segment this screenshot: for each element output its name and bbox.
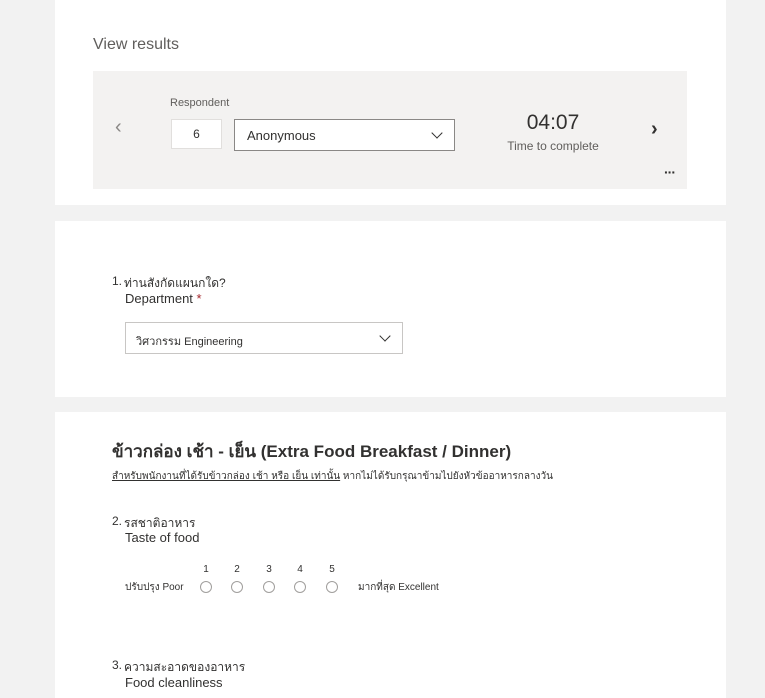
department-selected-value: วิศวกรรม Engineering — [136, 336, 243, 348]
rating-number-2: 2 — [234, 564, 240, 575]
question-1-text-thai: ท่านสังกัดแผนกใด? — [124, 276, 226, 290]
extra-food-section-card — [55, 412, 726, 698]
rating-radio-5[interactable] — [326, 581, 338, 593]
rating-radio-2[interactable] — [231, 581, 243, 593]
next-respondent-icon[interactable]: › — [651, 118, 658, 140]
rating-number-5: 5 — [329, 564, 335, 575]
section-subtitle-rest: หากไม่ได้รับกรุณาข้ามไปยังหัวข้ออาหารกลางวัน — [340, 471, 553, 482]
department-dropdown[interactable] — [125, 322, 403, 354]
question-2-number: 2. — [112, 514, 123, 528]
question-3-text-english: Food cleanliness — [125, 675, 223, 690]
respondent-number-input[interactable]: 6 — [171, 119, 222, 149]
question-1-label: Department — [125, 291, 193, 306]
rating-number-1: 1 — [203, 564, 209, 575]
rating-radio-3[interactable] — [263, 581, 275, 593]
rating-number-3: 3 — [266, 564, 272, 575]
question-1-number: 1. — [112, 274, 123, 288]
previous-respondent-icon[interactable]: ‹ — [115, 116, 122, 138]
question-3-text-thai: ความสะอาดของอาหาร — [124, 660, 246, 674]
rating-scale-low-label: ปรับปรุง Poor — [125, 582, 184, 593]
respondent-label: Respondent — [170, 97, 230, 109]
rating-radio-1[interactable] — [200, 581, 212, 593]
chevron-down-icon — [379, 330, 390, 341]
question-3-number: 3. — [112, 658, 123, 672]
question-2-text-english: Taste of food — [125, 530, 200, 545]
section-subtitle-underlined: สำหรับพนักงานที่ได้รับข้าวกล่อง เช้า หรือ เย็น เท่านั้น — [112, 471, 341, 482]
rating-radio-4[interactable] — [294, 581, 306, 593]
required-asterisk: * — [196, 291, 202, 306]
respondent-panel — [93, 71, 687, 189]
section-title: ข้าวกล่อง เช้า - เย็น (Extra Food Breakfast / Dinner) — [112, 442, 512, 461]
question-1-text-english — [125, 291, 202, 306]
question-2-text-thai: รสชาติอาหาร — [124, 516, 196, 530]
section-subtitle — [112, 469, 553, 484]
view-results-title: View results — [93, 36, 179, 53]
respondent-name-value: Anonymous — [247, 128, 316, 143]
chevron-down-icon — [431, 127, 442, 138]
results-header-card — [55, 0, 726, 205]
rating-scale-high-label: มากที่สุด Excellent — [358, 582, 439, 593]
respondent-name-dropdown[interactable] — [234, 119, 455, 151]
question-1-card — [55, 221, 726, 397]
more-options-icon[interactable]: ··· — [664, 164, 675, 180]
rating-number-4: 4 — [297, 564, 303, 575]
time-to-complete-label: Time to complete — [507, 139, 599, 153]
time-to-complete-value: 04:07 — [526, 111, 580, 134]
